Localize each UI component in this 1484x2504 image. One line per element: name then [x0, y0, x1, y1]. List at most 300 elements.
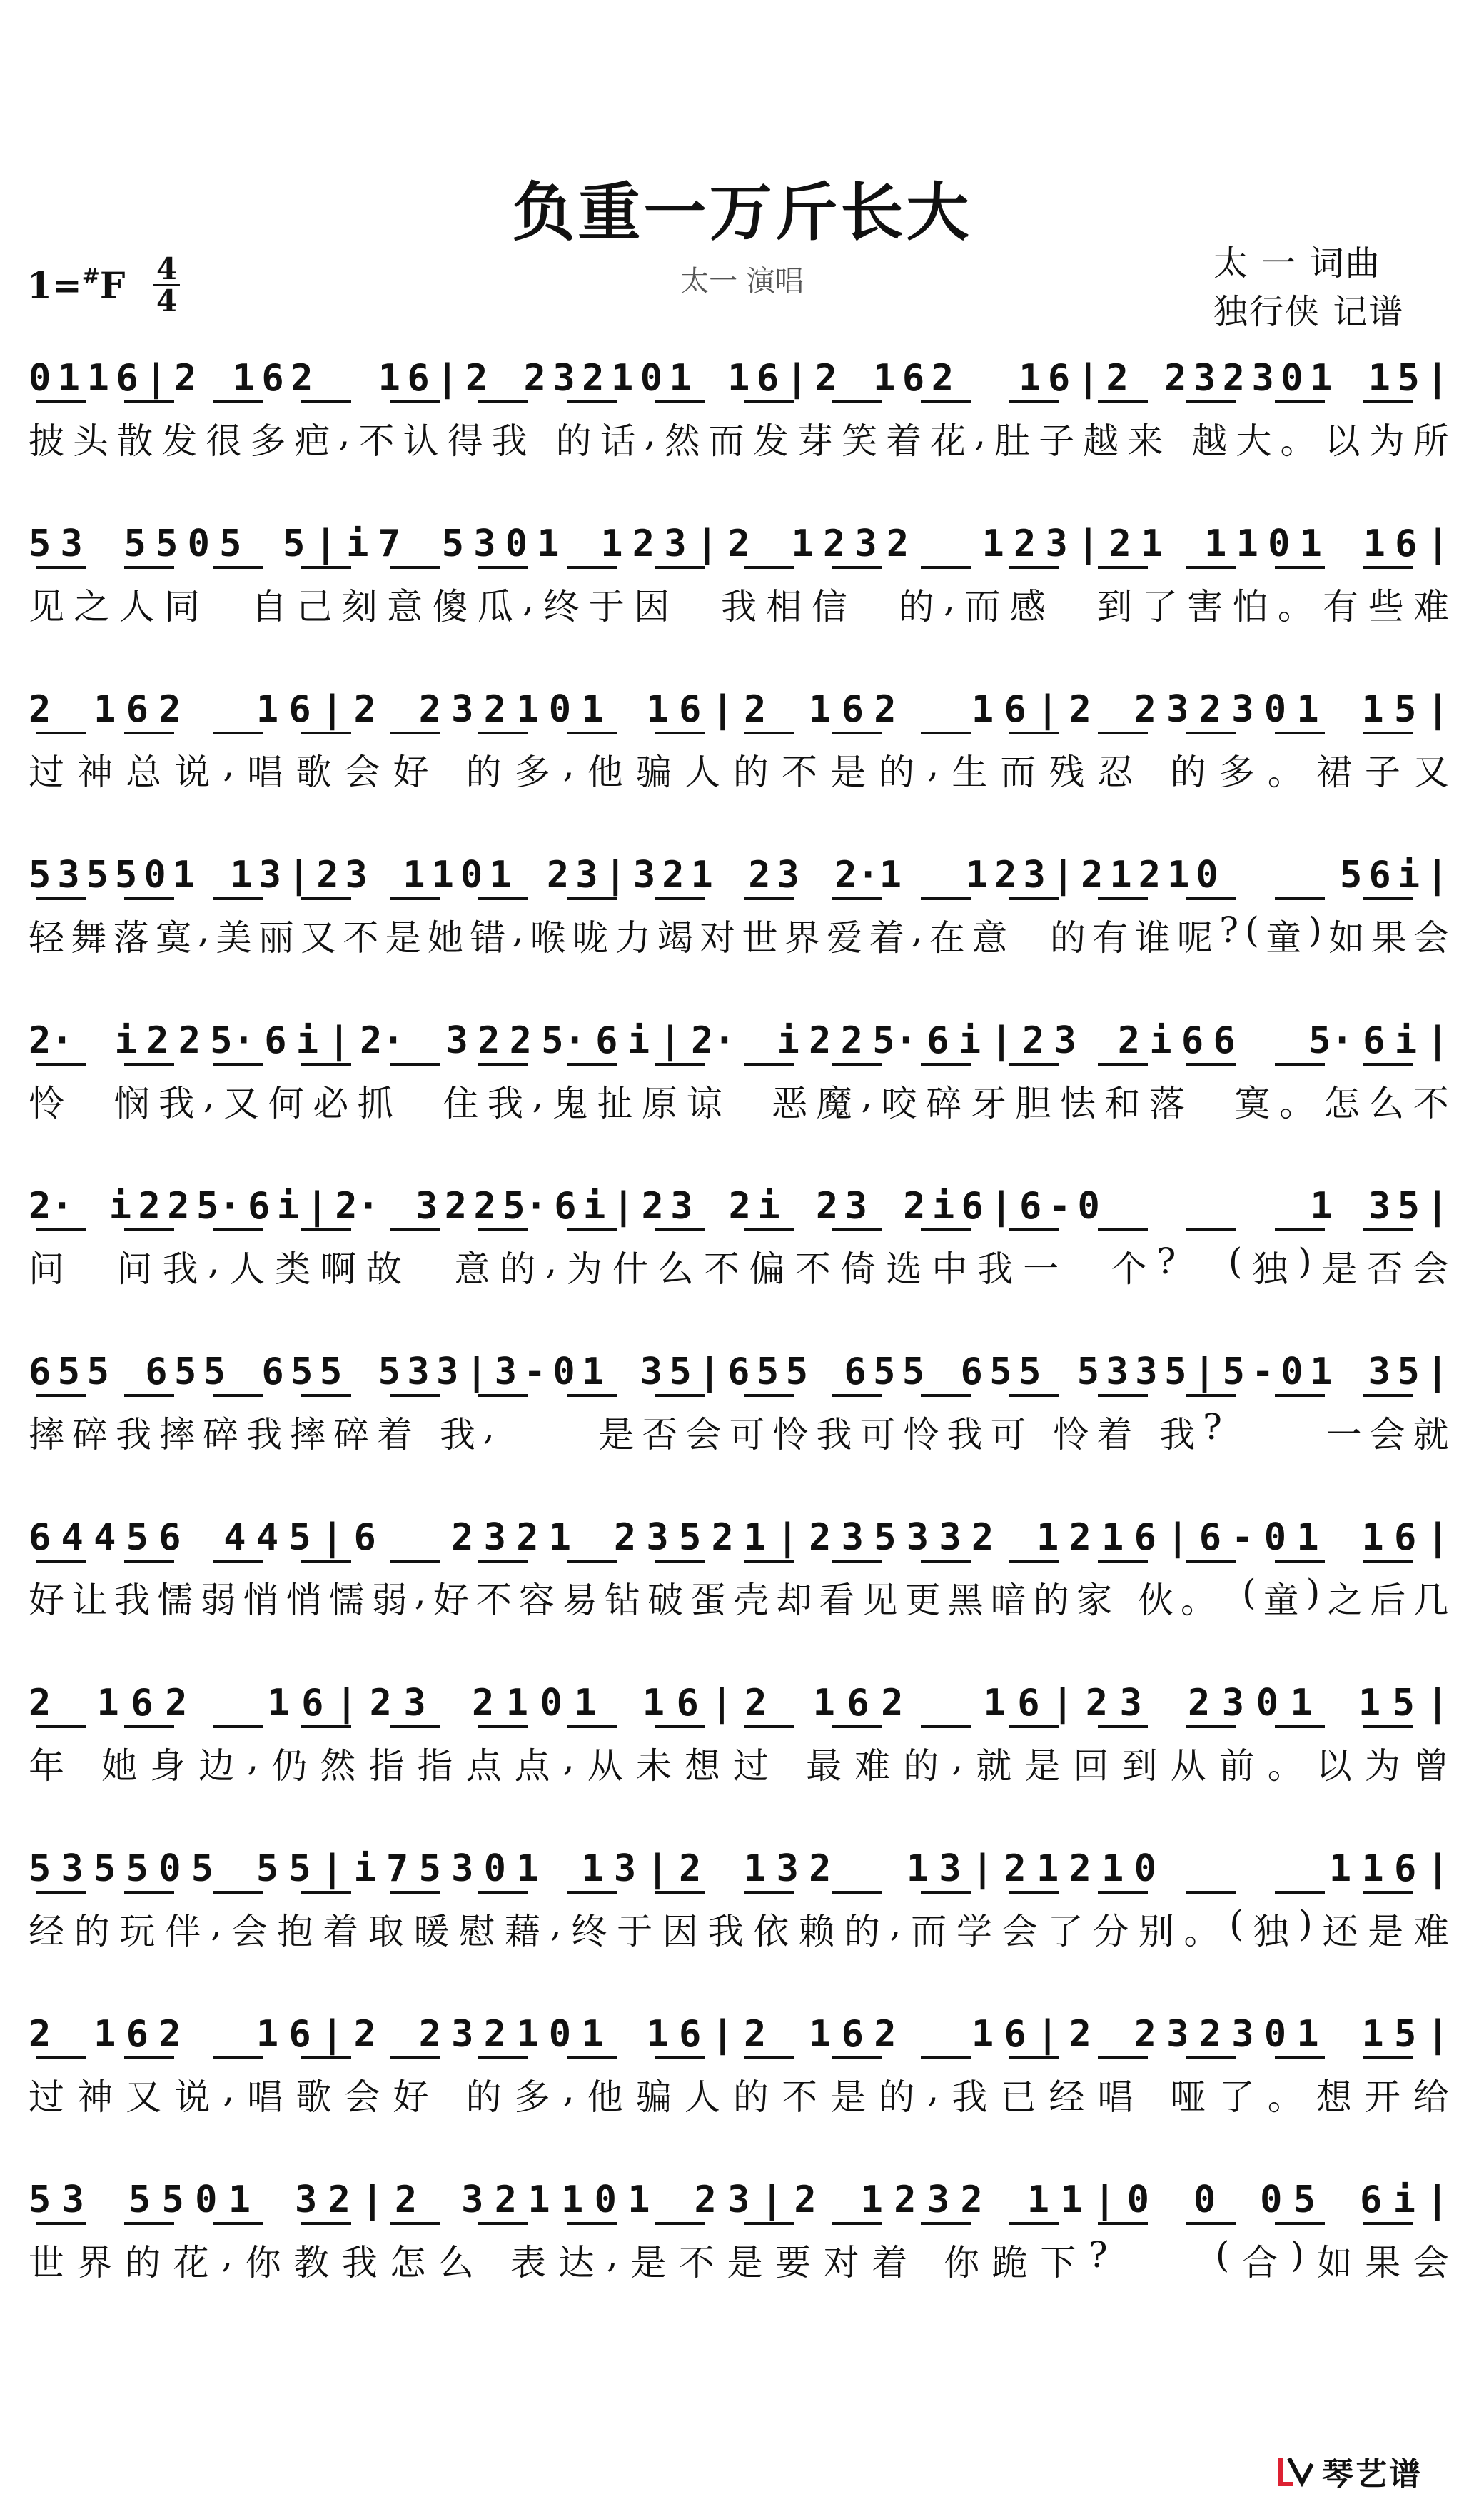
- notation-line: [29, 1826, 1449, 1890]
- bar-line: |: [1094, 2179, 1116, 2221]
- note: 3: [60, 522, 83, 565]
- lyric-char: 舞: [71, 917, 107, 959]
- note: [191, 688, 213, 731]
- note: 5: [1397, 357, 1420, 400]
- lyric-char: 着: [886, 420, 922, 462]
- lyric-char: 壳: [733, 1580, 769, 1621]
- note: 2: [473, 1185, 496, 1228]
- lyric-char: ,: [198, 909, 210, 951]
- note: 5: [1393, 688, 1417, 731]
- note: 0: [1263, 1516, 1287, 1559]
- time-signature: [153, 251, 180, 318]
- lyric-char: 合: [1241, 2242, 1278, 2283]
- note: [199, 1682, 221, 1725]
- note: i: [757, 1185, 780, 1228]
- note: 0: [143, 854, 166, 897]
- note: 2: [173, 357, 197, 400]
- note: [223, 688, 246, 731]
- lyric-char: 人: [684, 2076, 720, 2118]
- note: 1: [610, 357, 634, 400]
- note: 1: [1204, 522, 1227, 565]
- lyric-char: 谁: [1134, 917, 1171, 959]
- note: 5: [94, 1847, 116, 1890]
- note: [907, 2013, 929, 2056]
- note: 6: [1360, 2179, 1383, 2221]
- note: 0: [195, 2179, 218, 2221]
- note: 6: [1363, 1019, 1385, 1062]
- lyric-char: 问: [29, 1248, 64, 1290]
- note: [614, 2013, 636, 2056]
- bar-line: |: [1426, 1847, 1449, 1890]
- note: [233, 1351, 255, 1393]
- note: [386, 1516, 408, 1559]
- lyric-char: 表: [510, 2242, 546, 2283]
- note: 2: [1117, 1019, 1140, 1062]
- note: [1339, 357, 1361, 400]
- note: [1160, 2179, 1182, 2221]
- note: [419, 1516, 441, 1559]
- lyric-char: 摔: [159, 1414, 195, 1455]
- note: 1: [860, 2179, 883, 2221]
- lyric-char: [1120, 2234, 1131, 2286]
- note: [842, 1847, 864, 1890]
- lyric-char: 于: [617, 1911, 653, 1952]
- bar-line: |: [1051, 1682, 1074, 1725]
- lyric-char: 说: [174, 2076, 211, 2118]
- note: 5: [874, 1516, 897, 1559]
- bar-line: |: [1036, 2013, 1059, 2056]
- lyric-char: [1140, 1406, 1151, 1458]
- note: 7: [378, 522, 400, 565]
- note: 1: [1361, 688, 1384, 731]
- lyric-char: 么: [1368, 1083, 1405, 1124]
- lyric-char: 我: [341, 2242, 378, 2283]
- lyric-char: 回: [1073, 1745, 1109, 1787]
- note: [698, 357, 720, 400]
- key-note: F: [99, 264, 126, 306]
- lyric-char: 过: [29, 2076, 64, 2118]
- note: [844, 357, 866, 400]
- lyric-char: 悯: [113, 1083, 150, 1124]
- lyric-char: 多: [514, 2076, 550, 2118]
- note: 2: [516, 1516, 539, 1559]
- note: 0: [1193, 2179, 1216, 2221]
- note: 2: [546, 854, 570, 897]
- lyric-char: 谅: [686, 1083, 722, 1124]
- note: 6: [116, 357, 138, 400]
- lyric-char: 曾: [1413, 1745, 1449, 1787]
- note: 1: [403, 854, 425, 897]
- note: 6: [1047, 357, 1071, 400]
- lyric-char: ,: [644, 413, 656, 454]
- lyric-char: 错: [470, 917, 506, 959]
- bar-line: |: [1426, 854, 1449, 897]
- note: [1331, 522, 1353, 565]
- lyric-line: [29, 909, 1449, 961]
- bar-line: |: [335, 1682, 358, 1725]
- lyric-char: 我: [246, 1414, 282, 1455]
- lyric-char: 些: [1368, 586, 1404, 627]
- lyric-char: 过: [732, 1745, 769, 1787]
- lyric-char: 你: [944, 2242, 980, 2283]
- note: 0: [1260, 2179, 1283, 2221]
- note: 1: [1299, 522, 1322, 565]
- lyric-char: 家: [1076, 1580, 1112, 1621]
- note: 3: [436, 1351, 459, 1393]
- note: 1: [1310, 357, 1333, 400]
- lyric-char: [402, 1075, 413, 1126]
- note: [1154, 1682, 1176, 1725]
- note: 2: [444, 1185, 468, 1228]
- lyric-char: 披: [29, 420, 64, 462]
- lyric-char: 之: [74, 586, 110, 627]
- note: 0: [483, 1847, 506, 1890]
- note: [95, 2179, 117, 2221]
- note: 6: [676, 1682, 699, 1725]
- lyric-char: 想: [1316, 2076, 1352, 2118]
- note: 1: [537, 522, 560, 565]
- note: 3: [777, 854, 799, 897]
- lyric-char: 芽: [797, 420, 833, 462]
- lyric-char: 达: [558, 2242, 595, 2283]
- lyric-char: [700, 578, 712, 630]
- lyric-line: [29, 413, 1449, 464]
- lyric-char: 对: [823, 2242, 859, 2283]
- note: i: [108, 1185, 132, 1228]
- note: 3: [1054, 1019, 1076, 1062]
- note: 2·: [29, 1185, 74, 1228]
- note: 6: [1368, 854, 1391, 897]
- lyric-char: [486, 2234, 498, 2286]
- note: 1: [873, 357, 896, 400]
- note: 2: [744, 2013, 767, 2056]
- note: 5: [1019, 1351, 1041, 1393]
- note: [1227, 2179, 1249, 2221]
- note: [1296, 1847, 1318, 1890]
- bar-line: |: [1426, 2179, 1449, 2221]
- note: 6: [407, 357, 430, 400]
- note: 2: [353, 2013, 376, 2056]
- lyric-char: 碎: [333, 1414, 369, 1455]
- note: 2: [29, 2013, 51, 2056]
- note: 6: [131, 1682, 153, 1725]
- lyric-char: 。: [1181, 1580, 1216, 1621]
- note: 2: [886, 522, 909, 565]
- note: 3: [1135, 1351, 1158, 1393]
- notation-line: [29, 1495, 1449, 1559]
- note: 1: [965, 854, 989, 897]
- note: 2·: [335, 1185, 380, 1228]
- note: 6: [29, 1351, 51, 1393]
- note: 3: [841, 1516, 864, 1559]
- lyric-char: 见: [862, 1580, 898, 1621]
- lyric-char: [1223, 1572, 1235, 1623]
- lyric-char: 的: [898, 586, 934, 627]
- lyric-char: 藉: [504, 1911, 540, 1952]
- note: 2: [509, 1019, 532, 1062]
- note: 2: [418, 688, 441, 731]
- lyric-char: 怎: [390, 2242, 426, 2283]
- note: 6: [595, 1019, 618, 1062]
- note: 3: [646, 1516, 669, 1559]
- note: [949, 1682, 971, 1725]
- note: 5: [126, 1847, 148, 1890]
- note: 3: [494, 1351, 518, 1393]
- lyric-char: [752, 1075, 763, 1126]
- lyric-char: 原: [642, 1083, 677, 1124]
- bar-line: |: [145, 357, 168, 400]
- note: -: [1048, 1185, 1071, 1228]
- note: 3: [295, 2179, 318, 2221]
- bar-line: |: [695, 522, 719, 565]
- note: 5·: [1308, 1019, 1353, 1062]
- note: 3: [1251, 357, 1274, 400]
- lyric-char: 你: [245, 2242, 281, 2283]
- note: 0: [548, 688, 572, 731]
- note: [939, 2013, 961, 2056]
- lyric-char: 头: [73, 420, 109, 462]
- note: 1: [1363, 522, 1385, 565]
- lyric-char: 。: [1280, 420, 1316, 462]
- bar-line: |: [604, 854, 627, 897]
- lyric-char: 什: [612, 1248, 648, 1290]
- note: 0: [1281, 1351, 1303, 1393]
- note: 5: [418, 1847, 441, 1890]
- note: 5: [1340, 854, 1363, 897]
- lyric-char: 然: [320, 1745, 356, 1787]
- lyric-char: 钻: [605, 1580, 640, 1621]
- lyric-char: 悄: [286, 1580, 322, 1621]
- lyric-char: 信: [811, 586, 847, 627]
- lyric-char: [94, 1075, 105, 1126]
- note: 2: [1164, 357, 1187, 400]
- note: 3: [1106, 1351, 1129, 1393]
- lyric-char: [1207, 1241, 1218, 1292]
- note: 7: [386, 1847, 409, 1890]
- note: i: [1393, 2179, 1415, 2221]
- lyric-char: 笑: [841, 420, 877, 462]
- lyric-char: 我: [816, 1414, 852, 1455]
- note: 6: [1198, 1516, 1221, 1559]
- lyric-char: 我: [487, 1083, 523, 1124]
- lyric-char: 了: [1047, 1911, 1084, 1952]
- note: [116, 1351, 138, 1393]
- lyric-char: 牙: [970, 1083, 1006, 1124]
- note: 2: [874, 2013, 897, 2056]
- lyric-char: 而: [911, 1911, 947, 1952]
- note: [386, 1185, 408, 1228]
- lyric-char: 见: [29, 586, 64, 627]
- lyric-char: 又: [301, 917, 337, 959]
- note: 1: [378, 357, 400, 400]
- note: [191, 2013, 213, 2056]
- note: 5: [128, 2179, 151, 2221]
- note: 2: [167, 1185, 190, 1228]
- note: 6: [554, 1185, 577, 1228]
- lyric-char: 怯: [1059, 1083, 1096, 1124]
- note: 5: [29, 854, 51, 897]
- note: 2: [483, 2013, 506, 2056]
- note: 0: [1196, 854, 1218, 897]
- note: [779, 1682, 801, 1725]
- note: [92, 522, 114, 565]
- lyric-char: 有: [1323, 586, 1359, 627]
- note: [1329, 1516, 1351, 1559]
- note: 4: [61, 1516, 84, 1559]
- note: 1: [516, 1847, 539, 1890]
- bar-line: |: [314, 522, 337, 565]
- note: [349, 1351, 371, 1393]
- note: 0: [1077, 1185, 1100, 1228]
- note: [1282, 854, 1304, 897]
- note: 0: [640, 357, 663, 400]
- lyric-char: 可: [990, 1414, 1026, 1455]
- lyric-char: 怜: [772, 1414, 809, 1455]
- note: 1: [267, 1682, 290, 1725]
- note: 5: [1393, 2013, 1417, 2056]
- note: [874, 1847, 896, 1890]
- lyric-char: 有: [1092, 917, 1129, 959]
- lyric-char: 抱: [277, 1911, 313, 1952]
- note: 1: [548, 1516, 572, 1559]
- beam-lines: [29, 400, 1449, 407]
- lyric-char: 疤: [294, 420, 330, 462]
- notation-line: [29, 335, 1449, 400]
- lyric-char: 易: [561, 1580, 597, 1621]
- note: 2: [165, 1682, 188, 1725]
- lyric-char: 我: [162, 1248, 198, 1290]
- note: 2·1: [834, 854, 902, 897]
- lyric-char: 伙: [1137, 1580, 1173, 1621]
- lyric-char: ,: [210, 1903, 222, 1944]
- note: [428, 2179, 450, 2221]
- note: 1: [1296, 1516, 1319, 1559]
- note: 5·: [503, 1185, 547, 1228]
- note: 2·: [690, 1019, 736, 1062]
- lyric-char: 之: [1327, 1580, 1363, 1621]
- note: 2: [146, 1019, 169, 1062]
- lyric-char: (: [1215, 2234, 1230, 2276]
- note: [410, 522, 432, 565]
- lyric-char: 中: [932, 1248, 968, 1290]
- bar-line: |: [612, 1185, 635, 1228]
- beam-lines: [29, 2221, 1449, 2228]
- lyric-char: 以: [1316, 1745, 1352, 1787]
- note: 1: [431, 854, 454, 897]
- note: 5: [441, 522, 465, 565]
- lyric-char: 后: [1370, 1580, 1406, 1621]
- note: 5: [319, 1351, 343, 1393]
- note: [386, 688, 408, 731]
- lyric-char: 怎: [1323, 1083, 1360, 1124]
- note: 2: [478, 1019, 500, 1062]
- note: 1: [1361, 1847, 1384, 1890]
- note: i: [1149, 1019, 1172, 1062]
- note: 3: [1045, 522, 1068, 565]
- lyric-char: 好: [29, 1580, 64, 1621]
- lyric-char: 人: [684, 752, 720, 793]
- lyric-char: 不: [475, 1580, 512, 1621]
- lyric-char: 个: [1111, 1248, 1147, 1290]
- lyric-char: 的: [1033, 1580, 1069, 1621]
- bar-line: |: [1426, 2013, 1449, 2056]
- lyric-char: [1014, 909, 1026, 961]
- note: 2: [744, 688, 767, 731]
- note: 2: [1069, 2013, 1091, 2056]
- lyric-char: [1288, 1406, 1299, 1458]
- note: 1: [812, 1682, 835, 1725]
- lyric-char: 多: [514, 752, 550, 793]
- note: 3: [345, 854, 368, 897]
- note: 2: [582, 357, 605, 400]
- note: 2: [1004, 1847, 1026, 1890]
- note: 2: [809, 1516, 832, 1559]
- note: 3: [632, 854, 656, 897]
- lyric-char: [420, 1406, 432, 1458]
- lyric-char: 傻: [432, 586, 468, 627]
- lyric-char: 扯: [597, 1083, 633, 1124]
- lyric-char: 意: [971, 917, 1008, 959]
- beam-lines: [29, 1559, 1449, 1566]
- lyric-char: [1186, 1241, 1197, 1292]
- lyric-char: 难: [1413, 1911, 1449, 1952]
- note: [907, 688, 929, 731]
- note: 1: [94, 688, 116, 731]
- lyric-char: [1032, 909, 1044, 961]
- note: 3: [670, 1185, 693, 1228]
- note: 6: [1181, 1019, 1204, 1062]
- lyric-char: 好: [433, 1580, 469, 1621]
- note: [251, 522, 273, 565]
- note: 2: [316, 854, 339, 897]
- note: [233, 1682, 256, 1725]
- lyric-char: 裙: [1316, 752, 1352, 793]
- note: 2·: [29, 1019, 74, 1062]
- lyric-char: 弱: [200, 1580, 236, 1621]
- note: 5·: [541, 1019, 586, 1062]
- note: 2: [1109, 522, 1131, 565]
- note: 3: [1166, 2013, 1189, 2056]
- lyric-char: 而: [708, 420, 744, 462]
- lyric-char: 到: [1121, 1745, 1158, 1787]
- note: 1: [1310, 1185, 1333, 1228]
- note: 5: [785, 1351, 809, 1393]
- lyric-char: ,: [562, 1737, 575, 1779]
- note: [1329, 688, 1351, 731]
- note: 0: [460, 854, 483, 897]
- lyric-char: 让: [71, 1580, 108, 1621]
- note: 5: [902, 1351, 925, 1393]
- lyric-char: 歌: [296, 2076, 332, 2118]
- note: 6: [126, 688, 148, 731]
- note: 1: [1236, 522, 1258, 565]
- note: 3: [1166, 688, 1189, 731]
- note: 1: [230, 854, 253, 897]
- note: 3: [1193, 357, 1216, 400]
- meter-top: 4: [153, 254, 180, 286]
- note: 2: [678, 1847, 702, 1890]
- note: 6: [158, 1516, 181, 1559]
- note: 5: [29, 522, 51, 565]
- note: [1277, 1019, 1299, 1062]
- note: 2: [840, 1019, 863, 1062]
- note: 5: [1397, 1185, 1420, 1228]
- note: 5·: [196, 1185, 241, 1228]
- lyric-char: 刻: [341, 586, 378, 627]
- lyric-char: [536, 413, 547, 464]
- note: 1: [627, 2179, 650, 2221]
- lyric-char: 多: [250, 420, 286, 462]
